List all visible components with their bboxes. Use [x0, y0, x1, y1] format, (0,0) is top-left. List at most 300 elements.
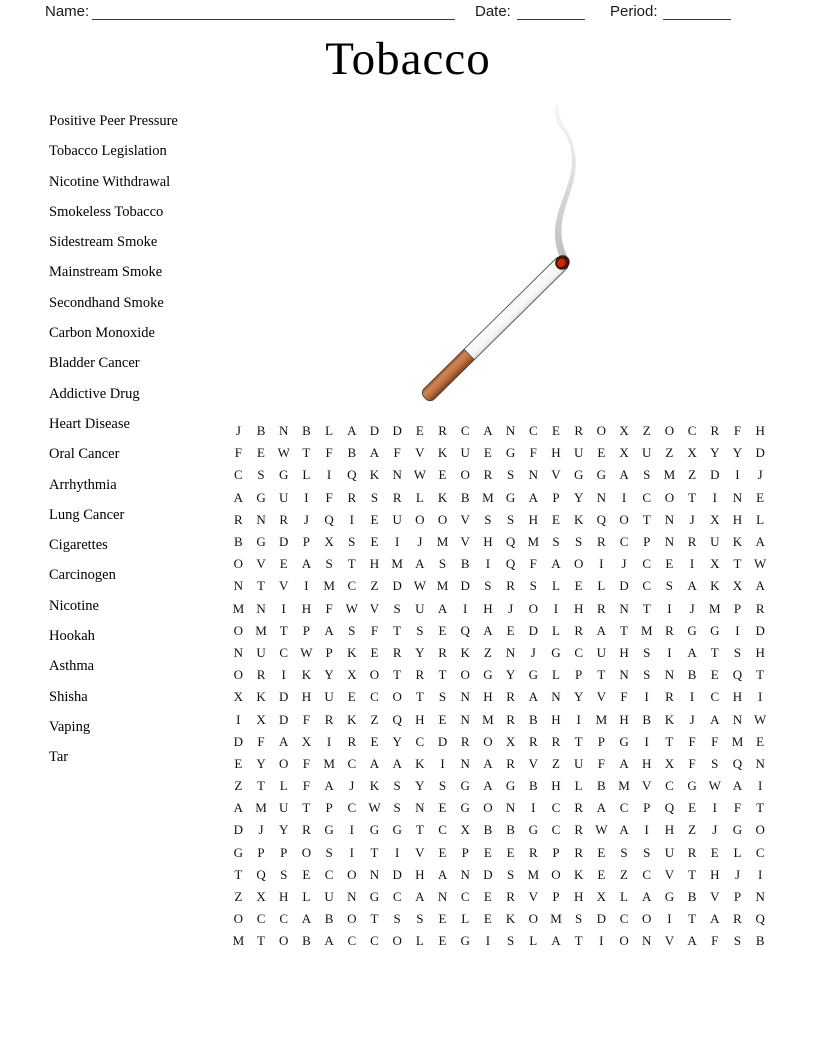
- grid-cell: E: [438, 711, 447, 727]
- grid-cell: E: [370, 733, 379, 749]
- grid-cell: U: [324, 689, 334, 705]
- grid-cell: Y: [324, 667, 334, 683]
- grid-cell: Q: [732, 667, 743, 683]
- word-list-item: Cigarettes: [49, 537, 108, 554]
- grid-cell: J: [508, 600, 514, 616]
- word-list-item: Tar: [49, 749, 69, 766]
- grid-cell: E: [279, 556, 288, 572]
- grid-cell: C: [642, 489, 652, 505]
- grid-cell: L: [551, 667, 560, 683]
- grid-cell: S: [438, 689, 447, 705]
- word-list: [49, 106, 178, 773]
- grid-cell: T: [257, 778, 265, 794]
- word-list-item: Secondhand Smoke: [49, 294, 164, 311]
- grid-cell: Q: [324, 511, 334, 527]
- grid-cell: A: [483, 755, 493, 771]
- word-list-item: Addictive Drug: [49, 385, 140, 402]
- grid-cell: T: [370, 911, 379, 927]
- grid-cell: L: [302, 889, 311, 905]
- grid-cell: U: [460, 445, 470, 461]
- grid-cell: R: [665, 689, 674, 705]
- grid-cell: E: [483, 844, 492, 860]
- grid-cell: T: [438, 667, 447, 683]
- grid-cell: H: [642, 755, 652, 771]
- grid-cell: S: [325, 844, 333, 860]
- grid-cell: S: [348, 622, 356, 638]
- grid-cell: S: [643, 844, 651, 860]
- grid-cell: W: [368, 800, 381, 816]
- grid-cell: E: [574, 578, 583, 594]
- grid-cell: J: [258, 822, 264, 838]
- grid-cell: C: [642, 578, 652, 594]
- grid-cell: A: [619, 467, 629, 483]
- grid-cell: P: [552, 844, 560, 860]
- grid-cell: S: [733, 933, 742, 949]
- grid-cell: A: [324, 933, 334, 949]
- grid-cell: L: [461, 911, 470, 927]
- grid-cell: O: [664, 489, 675, 505]
- grid-cell: T: [710, 644, 719, 660]
- grid-cell: F: [620, 689, 628, 705]
- grid-cell: C: [460, 889, 470, 905]
- grid-cell: Y: [415, 644, 425, 660]
- grid-cell: T: [393, 667, 402, 683]
- grid-cell: N: [256, 600, 266, 616]
- grid-cell: O: [415, 511, 425, 527]
- grid-cell: I: [757, 778, 763, 794]
- grid-cell: Z: [642, 423, 651, 439]
- grid-cell: Y: [732, 445, 743, 461]
- grid-cell: K: [664, 711, 675, 727]
- grid-cell: D: [483, 866, 493, 882]
- grid-cell: T: [415, 689, 424, 705]
- grid-cell: H: [483, 689, 493, 705]
- grid-cell: T: [370, 844, 379, 860]
- grid-cell: O: [642, 911, 652, 927]
- grid-cell: O: [392, 933, 402, 949]
- grid-cell: H: [619, 644, 629, 660]
- grid-cell: J: [757, 467, 763, 483]
- grid-cell: K: [256, 689, 266, 705]
- grid-cell: S: [575, 911, 583, 927]
- grid-cell: E: [483, 445, 492, 461]
- grid-cell: K: [505, 911, 516, 927]
- grid-cell: W: [413, 467, 426, 483]
- grid-cell: P: [280, 844, 288, 860]
- grid-cell: E: [438, 844, 447, 860]
- grid-cell: G: [256, 534, 266, 550]
- grid-cell: G: [528, 822, 538, 838]
- grid-cell: E: [370, 534, 379, 550]
- grid-cell: V: [256, 556, 266, 572]
- grid-cell: R: [506, 889, 515, 905]
- grid-cell: P: [325, 800, 333, 816]
- grid-cell: M: [709, 600, 721, 616]
- grid-cell: G: [505, 489, 516, 505]
- grid-cell: O: [483, 733, 493, 749]
- grid-cell: U: [710, 534, 720, 550]
- grid-cell: A: [687, 578, 697, 594]
- grid-cell: C: [460, 423, 470, 439]
- grid-cell: N: [460, 711, 470, 727]
- grid-cell: T: [756, 667, 765, 683]
- grid-cell: I: [644, 689, 649, 705]
- grid-cell: Z: [234, 778, 243, 794]
- grid-cell: C: [642, 556, 652, 572]
- grid-cell: R: [733, 911, 742, 927]
- grid-cell: R: [528, 733, 538, 749]
- grid-cell: A: [279, 733, 289, 749]
- grid-cell: H: [573, 600, 584, 616]
- grid-cell: Q: [732, 755, 743, 771]
- cigarette-illustration: [400, 95, 600, 415]
- grid-cell: N: [755, 755, 765, 771]
- grid-cell: N: [619, 667, 629, 683]
- grid-cell: N: [505, 800, 516, 816]
- grid-cell: I: [712, 489, 717, 505]
- grid-cell: H: [664, 822, 675, 838]
- grid-cell: K: [437, 445, 448, 461]
- grid-cell: P: [325, 644, 333, 660]
- grid-cell: H: [755, 644, 765, 660]
- grid-cell: P: [552, 489, 560, 505]
- grid-cell: H: [755, 423, 765, 439]
- grid-cell: R: [392, 489, 402, 505]
- grid-cell: I: [485, 556, 491, 572]
- word-list-item: Vaping: [49, 718, 91, 735]
- grid-cell: L: [325, 423, 334, 439]
- grid-cell: V: [664, 933, 675, 949]
- grid-cell: S: [529, 578, 537, 594]
- grid-cell: J: [734, 866, 740, 882]
- grid-cell: I: [326, 733, 332, 749]
- grid-cell: X: [687, 445, 697, 461]
- grid-cell: C: [256, 911, 266, 927]
- grid-cell: H: [619, 711, 629, 727]
- grid-cell: D: [279, 711, 289, 727]
- grid-cell: J: [349, 778, 355, 794]
- grid-cell: V: [415, 445, 425, 461]
- grid-cell: C: [370, 933, 379, 949]
- grid-cell: H: [551, 445, 561, 461]
- grid-cell: I: [735, 622, 740, 638]
- grid-cell: A: [233, 800, 244, 816]
- grid-cell: E: [551, 511, 560, 527]
- grid-cell: K: [732, 534, 743, 550]
- cigarette-body: [464, 257, 568, 359]
- grid-cell: J: [689, 511, 695, 527]
- name-label: Name:: [45, 3, 90, 20]
- grid-cell: P: [733, 889, 742, 905]
- grid-cell: L: [529, 933, 538, 949]
- grid-cell: N: [233, 578, 244, 594]
- grid-cell: A: [233, 489, 244, 505]
- grid-cell: X: [664, 755, 675, 771]
- grid-cell: D: [369, 423, 380, 439]
- grid-cell: L: [415, 933, 424, 949]
- period-label: Period:: [610, 3, 658, 20]
- grid-cell: I: [440, 755, 445, 771]
- grid-cell: E: [438, 467, 447, 483]
- grid-cell: O: [596, 423, 607, 439]
- grid-cell: G: [528, 667, 538, 683]
- grid-cell: W: [708, 778, 721, 794]
- grid-cell: I: [599, 933, 604, 949]
- grid-cell: N: [460, 689, 470, 705]
- grid-cell: D: [279, 534, 289, 550]
- grid-cell: S: [575, 534, 583, 550]
- grid-cell: W: [595, 822, 608, 838]
- grid-cell: A: [324, 622, 334, 638]
- grid-cell: T: [756, 800, 765, 816]
- grid-cell: F: [325, 445, 333, 461]
- grid-cell: G: [256, 489, 266, 505]
- grid-cell: S: [643, 644, 651, 660]
- grid-cell: E: [438, 933, 447, 949]
- grid-cell: A: [687, 933, 697, 949]
- word-list-item: Hookah: [49, 628, 95, 645]
- grid-cell: I: [644, 822, 649, 838]
- grid-cell: C: [347, 755, 357, 771]
- grid-cell: E: [597, 866, 606, 882]
- grid-cell: I: [667, 600, 672, 616]
- grid-cell: I: [531, 800, 536, 816]
- grid-cell: G: [732, 822, 743, 838]
- grid-cell: G: [279, 467, 289, 483]
- grid-cell: C: [574, 644, 583, 660]
- word-list-item: Shisha: [49, 688, 88, 705]
- grid-cell: A: [755, 578, 765, 594]
- grid-cell: H: [551, 778, 561, 794]
- grid-cell: D: [755, 445, 765, 461]
- grid-cell: U: [664, 844, 675, 860]
- page-title: Tobacco: [325, 33, 491, 85]
- grid-cell: Y: [710, 445, 720, 461]
- grid-cell: X: [596, 889, 607, 905]
- grid-cell: C: [642, 866, 652, 882]
- grid-cell: G: [392, 822, 402, 838]
- grid-cell: H: [551, 711, 561, 727]
- grid-cell: F: [257, 733, 265, 749]
- grid-cell: M: [550, 911, 562, 927]
- grid-cell: T: [574, 933, 583, 949]
- grid-cell: G: [710, 622, 720, 638]
- grid-cell: M: [391, 556, 403, 572]
- grid-cell: B: [687, 667, 697, 683]
- grid-cell: F: [393, 445, 401, 461]
- grid-cell: Q: [256, 866, 266, 882]
- grid-cell: M: [595, 711, 608, 727]
- grid-cell: Z: [234, 889, 243, 905]
- grid-cell: T: [733, 556, 742, 572]
- grid-cell: U: [573, 445, 584, 461]
- grid-cell: O: [755, 822, 765, 838]
- grid-cell: R: [415, 667, 425, 683]
- grid-cell: B: [256, 423, 266, 439]
- word-list-item: Lung Cancer: [49, 506, 125, 523]
- grid-cell: E: [347, 689, 356, 705]
- grid-cell: E: [710, 844, 719, 860]
- grid-cell: B: [687, 889, 697, 905]
- grid-cell: A: [301, 556, 312, 572]
- grid-cell: A: [392, 755, 402, 771]
- grid-cell: K: [347, 644, 357, 660]
- word-search-grid: [227, 420, 772, 953]
- grid-cell: R: [574, 800, 583, 816]
- grid-cell: X: [301, 733, 312, 749]
- grid-cell: N: [392, 467, 402, 483]
- grid-cell: B: [324, 911, 334, 927]
- grid-cell: O: [392, 689, 402, 705]
- word-list-item: Nicotine Withdrawal: [49, 173, 171, 190]
- grid-cell: S: [416, 622, 424, 638]
- grid-cell: S: [506, 933, 515, 949]
- grid-cell: P: [302, 622, 311, 638]
- grid-cell: S: [416, 911, 424, 927]
- grid-cell: N: [369, 866, 380, 882]
- grid-cell: U: [279, 489, 289, 505]
- grid-cell: R: [234, 511, 243, 527]
- grid-cell: A: [551, 556, 561, 572]
- grid-cell: Q: [392, 711, 402, 727]
- grid-cell: S: [393, 600, 401, 616]
- grid-cell: N: [755, 889, 765, 905]
- grid-cell: T: [688, 489, 697, 505]
- grid-cell: C: [551, 800, 561, 816]
- grid-cell: R: [347, 489, 357, 505]
- grid-cell: D: [233, 733, 244, 749]
- grid-cell: I: [463, 600, 468, 616]
- grid-cell: R: [755, 600, 765, 616]
- grid-cell: C: [619, 911, 629, 927]
- grid-cell: V: [664, 866, 675, 882]
- grid-cell: T: [620, 622, 628, 638]
- grid-cell: O: [233, 911, 244, 927]
- grid-cell: B: [755, 933, 765, 949]
- grid-cell: P: [552, 889, 560, 905]
- grid-cell: S: [370, 489, 379, 505]
- grid-cell: O: [528, 911, 538, 927]
- grid-cell: N: [415, 800, 425, 816]
- grid-cell: X: [619, 445, 629, 461]
- grid-cell: P: [575, 667, 583, 683]
- grid-cell: O: [619, 511, 629, 527]
- grid-cell: I: [394, 534, 400, 550]
- grid-cell: A: [415, 556, 425, 572]
- grid-cell: P: [733, 600, 742, 616]
- grid-cell: E: [597, 844, 606, 860]
- grid-cell: I: [349, 822, 354, 838]
- grid-cell: R: [302, 822, 311, 838]
- grid-cell: E: [302, 866, 311, 882]
- word-list-item: Bladder Cancer: [49, 355, 140, 372]
- grid-cell: R: [256, 667, 266, 683]
- grid-cell: K: [710, 578, 720, 594]
- grid-cell: E: [688, 800, 697, 816]
- grid-cell: F: [370, 622, 379, 638]
- grid-cell: X: [619, 423, 629, 439]
- grid-cell: H: [732, 511, 743, 527]
- grid-cell: K: [573, 511, 584, 527]
- grid-cell: B: [642, 711, 652, 727]
- grid-cell: L: [302, 467, 311, 483]
- grid-cell: O: [279, 755, 289, 771]
- grid-cell: P: [302, 534, 311, 550]
- grid-cell: Y: [392, 733, 402, 749]
- grid-cell: Q: [755, 911, 765, 927]
- grid-cell: P: [461, 844, 469, 860]
- grid-cell: I: [667, 644, 672, 660]
- grid-cell: J: [530, 644, 536, 660]
- grid-cell: F: [302, 755, 311, 771]
- grid-cell: F: [733, 800, 742, 816]
- grid-cell: A: [528, 489, 538, 505]
- grid-cell: H: [279, 889, 289, 905]
- grid-cell: N: [505, 423, 516, 439]
- grid-cell: E: [483, 889, 492, 905]
- grid-cell: R: [506, 578, 515, 594]
- grid-cell: T: [257, 933, 265, 949]
- grid-cell: N: [437, 889, 448, 905]
- grid-cell: Y: [415, 778, 425, 794]
- grid-cell: V: [710, 889, 720, 905]
- grid-cell: B: [483, 822, 493, 838]
- grid-cell: S: [552, 534, 560, 550]
- grid-cell: F: [234, 445, 242, 461]
- grid-cell: S: [280, 866, 288, 882]
- grid-cell: P: [257, 844, 265, 860]
- grid-cell: C: [619, 534, 629, 550]
- grid-cell: L: [597, 578, 606, 594]
- grid-cell: R: [528, 844, 538, 860]
- grid-cell: P: [643, 534, 651, 550]
- grid-cell: O: [460, 667, 470, 683]
- grid-cell: N: [279, 423, 289, 439]
- grid-cell: N: [664, 667, 675, 683]
- grid-cell: I: [689, 556, 695, 572]
- grid-cell: E: [483, 911, 492, 927]
- grid-cell: B: [460, 556, 470, 572]
- grid-cell: U: [324, 889, 334, 905]
- grid-cell: X: [324, 534, 334, 550]
- grid-cell: C: [347, 578, 357, 594]
- grid-cell: F: [325, 600, 333, 616]
- grid-cell: H: [483, 600, 493, 616]
- grid-cell: A: [596, 622, 607, 638]
- grid-cell: M: [527, 866, 540, 882]
- grid-cell: G: [573, 467, 584, 483]
- grid-cell: U: [279, 800, 289, 816]
- grid-cell: F: [711, 933, 719, 949]
- grid-cell: F: [529, 556, 537, 572]
- grid-cell: X: [710, 511, 720, 527]
- grid-cell: X: [505, 733, 516, 749]
- grid-cell: S: [506, 511, 515, 527]
- grid-cell: I: [621, 489, 627, 505]
- grid-cell: L: [551, 622, 560, 638]
- grid-cell: Q: [596, 511, 607, 527]
- grid-cell: L: [756, 511, 765, 527]
- grid-cell: A: [301, 911, 312, 927]
- grid-cell: N: [256, 511, 266, 527]
- grid-cell: N: [528, 467, 538, 483]
- grid-cell: N: [551, 689, 561, 705]
- grid-cell: C: [551, 822, 561, 838]
- grid-cell: W: [345, 600, 358, 616]
- grid-cell: Q: [347, 467, 357, 483]
- grid-cell: P: [597, 733, 605, 749]
- grid-cell: S: [325, 556, 333, 572]
